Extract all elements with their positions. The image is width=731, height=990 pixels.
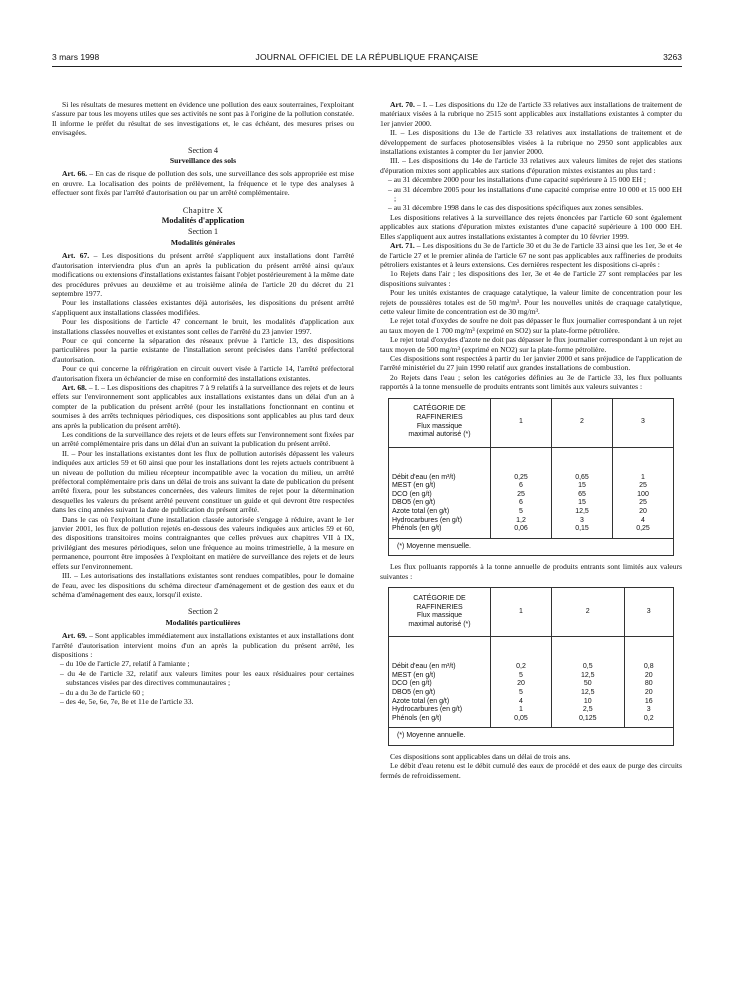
cell-cat-3: 25 [613,482,674,491]
table-header-category [389,588,491,637]
cell-cat-1: 5 [491,672,552,681]
article-67 [52,251,354,298]
table-header-col-2: 2 [552,398,613,447]
paragraph: III. – Les dispositions du 14e de l'article 33 relatives aux valeurs limites de rejet des stations d'épuration mixtes sont applicables aux stations d'épuration mixtes existantes au plus tard : [380,156,682,175]
table-body [389,447,674,538]
table-row [389,706,674,715]
table-row [389,482,674,491]
table-header-col-3: 3 [613,398,674,447]
paragraph: II. – Pour les installations existantes dont les flux de pollution autorisés dépassent les valeurs indiquées aux articles 59 et 60 ainsi que pour les installations dont les rejets actuels contribuent à un niveau de pollution du milieu récepteur incompatible avec la vocation du milieu, un arrêté préfectoral complémentaire pris dans un délai de trois ans suivant la date de publication du présent arrêté fixera, pour les substances concernées, des valeurs limites de rejet pour la détermination desquelles les valeurs du présent arrêté peuvent constituer un guide et qui devront être respectées dans les cinq années suivant la date de publication du présent arrêté. [52,448,354,515]
cell-cat-3: 80 [624,680,673,689]
table-row [389,517,674,526]
row-label: Débit d'eau (en m³/t) [389,447,491,482]
paragraph: Pour les dispositions de l'article 47 concernant le bruit, les modalités d'application aux installations classées nouvelles et existantes sont celles de l'arrêté du 23 janvier 1997. [52,317,354,336]
paragraph: Pour les unités existantes de craquage catalytique, la valeur limite de concentration pour les rejets de poussières totales est de 50 mg/m³. Pour les nouvelles unités de craquage catalytique, cette valeur limite de concentration est de 30 mg/m³. [380,288,682,316]
section-title: Section 2 [188,607,218,617]
cell-cat-2: 65 [552,491,613,500]
list-item: – au 31 décembre 2000 pour les installations d'une capacité supérieure à 15 000 EH ; [388,175,646,185]
row-label: Azote total (en g/t) [389,508,491,517]
right-column [380,100,682,780]
article-68 [52,383,354,430]
table-row [389,499,674,508]
cell-cat-3: 20 [613,508,674,517]
header-page-number: 3263 [663,52,682,62]
cell-cat-1: 5 [491,689,552,698]
paragraph: Pour les installations classées existantes déjà autorisées, les dispositions du présent arrêté s'appliquent aux installations classées modifiées. [52,298,354,317]
table-row [389,680,674,689]
cell-cat-1: 0,25 [491,447,552,482]
annual-flux-table [388,587,674,746]
paragraph: Pour ce qui concerne la séparation des réseaux prévue à l'article 13, des dispositions particulières pour la partie existante de l'installation seront précisées dans l'arrêté préfectoral d'autorisation. [52,335,354,364]
row-label: Hydrocarbures (en g/t) [389,706,491,715]
cell-cat-1: 6 [491,499,552,508]
cell-cat-1: 0,05 [491,715,552,728]
section-heading: Modalités générales [170,237,236,247]
row-label: DBO5 (en g/t) [389,689,491,698]
monthly-flux-table [388,398,674,557]
paragraph: Dans le cas où l'exploitant d'une installation classée autorisée s'engage à réduire, avant le 1er janvier 2001, les flux de pollution rejetés en-dessous des valeurs indiquées aux articles 59 et 60, des dispositions transitoires moins contraignantes que celles prévues aux chapitres VII à IX, privilégiant des mesures périodiques, selon une fréquence au moins trimestrielle, à la mesure en permanence, pourront être imposées à l'exploitant en matière de surveillance des rejets et de leurs effets sur l'environnement. [52,514,354,571]
row-label: MEST (en g/t) [389,672,491,681]
cell-cat-3: 25 [613,499,674,508]
cell-cat-2: 15 [552,482,613,491]
chapter-heading: Modalités d'application [161,216,245,226]
row-label: DCO (en g/t) [389,680,491,689]
paragraph: Le rejet total d'oxydes de soufre ne doit pas dépasser le flux journalier correspondant à un rejet au taux moyen de 1 700 mg/m³ (exprimé en SO2) sur la plate-forme pétrolière. [380,316,682,335]
table-row [389,672,674,681]
table-header-col-2: 2 [551,588,624,637]
table-row [389,715,674,728]
article-text: – Les dispositions du présent arrêté s'appliquent aux installations dont l'arrêté d'autorisation interviendra plus d'un an après la publication du présent arrêté ainsi qu'aux modifications ou extensions d'installations existantes faisant l'objet postérieurement à la même date des procédures prévues au deuxième et au troisième alinéa de l'article 20 du décret du 21 septembre 1977. [52,251,354,298]
list-item: – au 31 décembre 2005 pour les installations d'une capacité comprise entre 10 000 et 15 000 EH ; [388,184,682,204]
article-label: Art. 66. [62,169,88,179]
paragraph: Ces dispositions sont respectées à partir du 1er janvier 2000 et sans préjudice de l'application de l'arrêté ministériel du 27 juin 1990 relatif aux grandes installations de combustion. [380,353,682,373]
paragraph: Les flux polluants rapportés à la tonne annuelle de produits entrants sont limités aux valeurs suivantes : [380,562,682,581]
table-header-category [389,398,491,447]
list-item: – du a du 3e de l'article 60 ; [60,687,145,697]
row-label: Phénols (en g/t) [389,715,491,728]
cell-cat-1: 4 [491,698,552,707]
paragraph: Pour ce qui concerne la réfrigération en circuit ouvert visée à l'article 14, l'arrêté préfectoral d'autorisation fixera un échéancier de mise en conformité des installations existantes. [52,364,354,383]
article-label: Art. 69. [62,631,87,641]
table-row [389,447,674,482]
row-label: DBO5 (en g/t) [389,499,491,508]
page-header [52,52,682,66]
cell-cat-2: 0,125 [551,715,624,728]
cell-cat-2: 15 [552,499,613,508]
header-line: CATÉGORIE DE RAFFINERIES [413,405,466,421]
cell-cat-1: 20 [491,680,552,689]
list-item: – des 4e, 5e, 6e, 7e, 8e et 11e de l'article 33. [60,696,194,706]
table-header-col-3: 3 [624,588,673,637]
article-text: – I. – Les dispositions du 12e de l'article 33 relatives aux installations de traitement de matériaux visées à la rubrique no 2515 sont applicables aux installations existantes à compter du 1er janvier 2000. [380,100,682,128]
header-line: maximal autorisé (*) [408,431,471,439]
table-header-col-1: 1 [491,398,552,447]
table-row [389,491,674,500]
paragraph: 1o Rejets dans l'air ; les dispositions des 1er, 3e et 4e de l'article 27 sont remplacées par les dispositions suivantes : [380,269,682,288]
row-label: DCO (en g/t) [389,491,491,500]
section-heading: Surveillance des sols [169,156,237,166]
list-item: – du 10e de l'article 27, relatif à l'amiante ; [60,659,190,669]
cell-cat-3: 0,8 [624,637,673,672]
cell-cat-1: 0,06 [491,525,552,538]
article-71 [380,241,682,269]
paragraph: Les conditions de la surveillance des rejets et de leurs effets sur l'environnement sont fixées par un arrêté complémentaire pris dans un délai d'un an suivant la publication du présent arrêté. [52,430,354,449]
table-note: (*) Moyenne mensuelle. [389,538,674,556]
paragraph: Le rejet total d'oxydes d'azote ne doit pas dépasser le flux journalier correspondant à un rejet au taux moyen de 500 mg/m³ (exprimé en NO2) sur la plate-forme pétrolière. [380,335,682,354]
article-69 [52,631,354,659]
table-body [389,637,674,728]
article-label: Art. 71. [390,241,415,251]
row-label: MEST (en g/t) [389,482,491,491]
paragraph: III. – Les autorisations des installations existantes sont rendues compatibles, pour le domaine de l'eau, avec les dispositions du schéma directeur d'aménagement et de gestion des eaux et du schéma d'aménagement des eaux, lorsqu'il existe. [52,571,354,599]
cell-cat-3: 20 [624,689,673,698]
table-note: (*) Moyenne annuelle. [389,728,674,746]
table-header-row [389,398,674,447]
paragraph: Ces dispositions sont applicables dans un délai de trois ans. [390,751,571,761]
table-row [389,525,674,538]
cell-cat-3: 16 [624,698,673,707]
table-row [389,637,674,672]
header-date: 3 mars 1998 [52,52,100,62]
paragraph: Si les résultats de mesures mettent en évidence une pollution des eaux souterraines, l'exploitant s'assure par tous les moyens utiles que ses activités ne sont pas à l'origine de la pollution constatée. Il informe le préfet du résultat de ses investigations et, le cas échéant, des mesures prises ou envisagées. [52,100,354,138]
table-header-row [389,588,674,637]
paragraph: Les dispositions relatives à la surveillance des rejets énoncées par l'article 60 sont également applicables aux stations d'épuration mixtes existantes d'une capacité supérieure à 100 000 EH. Elles s'appliquent aux autres installations existantes à compter du 10 février 1999. [380,212,682,241]
cell-cat-1: 1 [491,706,552,715]
cell-cat-1: 5 [491,508,552,517]
cell-cat-3: 0,25 [613,525,674,538]
article-text: – Sont applicables immédiatement aux installations existantes et aux installations dont l'arrêté d'autorisation intervient moins d'un an après la publication du présent arrêté, les dispositions : [52,631,354,659]
paragraph: 2o Rejets dans l'eau ; selon les catégories définies au 3e de l'article 33, les flux polluants rapportés à la tonne mensuelle de produits entrants sont limités aux valeurs suivantes : [380,372,682,392]
section-heading: Modalités particulières [165,617,241,627]
cell-cat-2: 0,65 [552,447,613,482]
article-text: – I. – Les dispositions des chapitres 7 à 9 relatifs à la surveillance des rejets et de leurs effets sur l'environnement sont applicables aux installations existantes dans un délai d'un an à compter de la publication du présent arrêté (pour les installations fonctionnant en continu et soumises à des arrêts techniques périodiques, ces dispositions sont applicables au plus tard deux ans après la publication du présent arrêté). [52,382,354,430]
article-70 [380,100,682,128]
section-title: Section 4 [188,145,218,155]
article-label: Art. 67. [62,251,90,261]
cell-cat-3: 3 [624,706,673,715]
cell-cat-2: 50 [551,680,624,689]
table-row [389,698,674,707]
row-label: Phénols (en g/t) [389,525,491,538]
row-label: Débit d'eau (en m³/t) [389,637,491,672]
article-label: Art. 70. [390,100,415,109]
cell-cat-2: 10 [551,698,624,707]
cell-cat-1: 6 [491,482,552,491]
chapter-title: Chapitre X [182,205,224,215]
header-line: Flux massique [416,422,463,430]
header-line: maximal autorisé (*) [408,620,471,628]
section-title: Section 1 [188,227,218,237]
table-row [389,689,674,698]
cell-cat-2: 12,5 [551,689,624,698]
table-header-col-1: 1 [491,588,552,637]
article-label: Art. 68. [62,382,87,392]
cell-cat-3: 0,2 [624,715,673,728]
cell-cat-3: 20 [624,672,673,681]
header-rule [52,66,682,67]
left-column [52,100,354,706]
article-text: – Les dispositions du 3e de l'article 30 et du 3e de l'article 33 ainsi que les 1er, 3e et 4e de l'article 27 et le premier alinéa de l'article 67 ne sont pas applicables aux raffineries de produits pétroliers existantes et à leurs extensions. Ces dernières respectent les dispositions ci-après : [380,241,682,269]
cell-cat-2: 12,5 [551,672,624,681]
paragraph: II. – Les dispositions du 13e de l'article 33 relatives aux installations de traitement et de développement de surfaces photosensibles visées à la rubrique no 2950 sont applicables aux installations existantes à compter du 1er janvier 2000. [380,128,682,157]
list-item: – du 4e de l'article 32, relatif aux valeurs limites pour les eaux résiduaires pour certaines substances visées par des directives communautaires ; [60,668,354,688]
cell-cat-3: 100 [613,491,674,500]
header-journal-title: JOURNAL OFFICIEL DE LA RÉPUBLIQUE FRANÇAISE [255,52,479,62]
article-text: – En cas de risque de pollution des sols, une surveillance des sols appropriée est mise en œuvre. La localisation des points de prélèvement, la fréquence et le type des analyses à effectuer sont fixés par l'arrêté d'autorisation ou par un arrêté complémentaire. [52,169,354,198]
row-label: Azote total (en g/t) [389,698,491,707]
cell-cat-1: 1,2 [491,517,552,526]
article-66 [52,169,354,197]
cell-cat-2: 2,5 [551,706,624,715]
row-label: Hydrocarbures (en g/t) [389,517,491,526]
list-item: – au 31 décembre 1998 dans le cas des dispositions spécifiques aux zones sensibles. [388,203,644,213]
cell-cat-1: 0,2 [491,637,552,672]
header-line: CATÉGORIE DE RAFFINERIES [413,594,466,611]
cell-cat-2: 0,15 [552,525,613,538]
cell-cat-2: 0,5 [551,637,624,672]
paragraph: Le débit d'eau retenu est le débit cumulé des eaux de procédé et des eaux de purge des circuits fermés de refroidissement. [380,761,682,780]
cell-cat-3: 1 [613,447,674,482]
cell-cat-2: 3 [552,517,613,526]
cell-cat-1: 25 [491,491,552,500]
table-row [389,508,674,517]
cell-cat-2: 12,5 [552,508,613,517]
header-line: Flux massique [416,612,463,620]
cell-cat-3: 4 [613,517,674,526]
